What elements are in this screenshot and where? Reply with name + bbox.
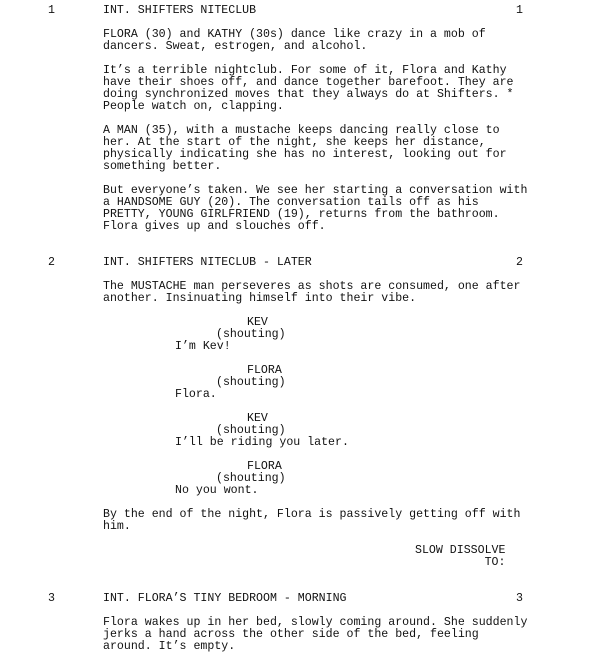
- dialogue-line: I’m Kev!: [175, 340, 231, 353]
- action-paragraph: It’s a terrible nightclub. For some of it, Flora and Kathy have their shoes off, and dance together barefoot. They are doing synchronized moves that they always do at Shifters. * People watch on, clapping.: [103, 64, 514, 113]
- character-name: FLORA: [247, 364, 282, 377]
- action-paragraph: FLORA (30) and KATHY (30s) dance like crazy in a mob of dancers. Sweat, estrogen, and alcohol.: [103, 28, 486, 53]
- character-name: FLORA: [247, 460, 282, 473]
- action-paragraph: But everyone’s taken. We see her starting a conversation with a HANDSOME GUY (20). The conversation tails off as his PRETTY, YOUNG GIRLFRIEND (19), returns from the bathroom. Flora gives up and slouches off.: [103, 184, 528, 233]
- dialogue-line: Flora.: [175, 388, 217, 401]
- scene-number-right: 2: [516, 256, 523, 269]
- scene-number-right: 3: [516, 592, 523, 605]
- parenthetical: (shouting): [216, 472, 286, 485]
- character-name: KEV: [247, 316, 268, 329]
- action-paragraph: By the end of the night, Flora is passively getting off with him.: [103, 508, 521, 533]
- scene-heading: INT. SHIFTERS NITECLUB - LATER: [103, 256, 312, 269]
- parenthetical: (shouting): [216, 328, 286, 341]
- parenthetical: (shouting): [216, 376, 286, 389]
- action-paragraph: Flora wakes up in her bed, slowly coming around. She suddenly jerks a hand across the other side of the bed, feeling around. It’s empty.: [103, 616, 528, 653]
- action-paragraph: A MAN (35), with a mustache keeps dancing really close to her. At the start of the night, she keeps her distance, physically indicating she has no interest, looking out for something better.: [103, 124, 507, 173]
- dialogue-line: No you wont.: [175, 484, 259, 497]
- scene-heading: INT. FLORA’S TINY BEDROOM - MORNING: [103, 592, 347, 605]
- parenthetical: (shouting): [216, 424, 286, 437]
- scene-number-right: 1: [516, 4, 523, 17]
- scene-heading: INT. SHIFTERS NITECLUB: [103, 4, 257, 17]
- character-name: KEV: [247, 412, 268, 425]
- scene-number-left: 1: [48, 4, 55, 17]
- dialogue-line: I’ll be riding you later.: [175, 436, 349, 449]
- scene-number-left: 2: [48, 256, 55, 269]
- transition: SLOW DISSOLVE TO:: [415, 544, 506, 569]
- scene-number-left: 3: [48, 592, 55, 605]
- action-paragraph: The MUSTACHE man perseveres as shots are consumed, one after another. Insinuating himself into their vibe.: [103, 280, 521, 305]
